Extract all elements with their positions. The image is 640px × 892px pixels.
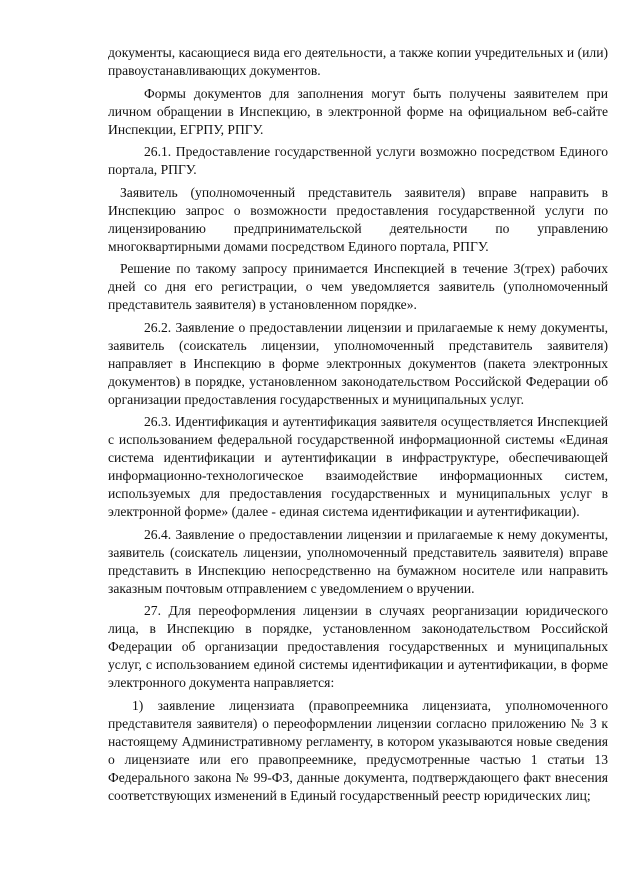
paragraph-26-2: 26.2. Заявление о предоставлении лицензии и прилагаемые к нему документы, заявитель (соискатель лицензии, уполномоченный представитель заявителя) направляет в Инспекцию в форме электронных документов (пакета электронных документов) в порядке, установленном законодательством Российской Федерации об организации предоставления государственных и муниципальных услуг. — [108, 319, 608, 407]
paragraph-27: 27. Для переоформления лицензии в случаях реорганизации юридического лица, в Инспекцию в порядке, установленном законодательством Российской Федерации об организации предоставления государственных и муниципальных услуг, с использованием единой системы идентификации и аутентификации, в форме электронного документа направляется: — [108, 603, 608, 690]
paragraph-26-1: 26.1. Предоставление государственной услуги возможно посредством Единого портала, РПГУ. — [108, 144, 608, 177]
paragraph-documents-continuation: документы, касающиеся вида его деятельности, а также копии учредительных и (или) правоустанавливающих документов. — [108, 45, 608, 78]
paragraph-forms: Формы документов для заполнения могут быть получены заявителем при личном обращении в Инспекцию, в электронной форме на официальном веб-сайте Инспекции, ЕГРПУ, РПГУ. — [108, 85, 608, 137]
paragraph-26-4: 26.4. Заявление о предоставлении лицензии и прилагаемые к нему документы, заявитель (соискатель лицензии, уполномоченный представитель заявителя) вправе представить в Инспекцию непосредственно на бумажном носителе или направить заказным почтовым отправлением с уведомлением о вручении. — [108, 526, 608, 596]
paragraph-27-item-1: 1) заявление лицензиата (правопреемника лицензиата, уполномоченного представителя заявителя) о переоформлении лицензии согласно приложению № 3 к настоящему Административному регламенту, в котором указываются новые сведения о лицензиате или его правопреемнике, предусмотренные частью 1 статьи 13 Федерального закона № 99-ФЗ, данные документа, подтверждающего факт внесения соответствующих изменений в Единый государственный реестр юридических лиц; — [108, 697, 608, 803]
paragraph-26-3: 26.3. Идентификация и аутентификация заявителя осуществляется Инспекцией с использованием федеральной государственной информационной системы «Единая система идентификации и аутентификации в инфраструктуре, обеспечивающей информационно-технологическое взаимодействие информационных систем, используемых для предоставления государственных и муниципальных услуг в электронной форме» (далее - единая система идентификации и аутентификации). — [108, 414, 608, 519]
paragraph-applicant-request: Заявитель (уполномоченный представитель заявителя) вправе направить в Инспекцию запрос о возможности предоставления государственной услуги по лицензированию предпринимательской деятельности по управлению многоквартирными домами посредством Единого портала, РПГУ. — [108, 184, 608, 254]
paragraph-decision: Решение по такому запросу принимается Инспекцией в течение 3(трех) рабочих дней со дня его регистрации, о чем уведомляется заявитель (уполномоченный представитель заявителя) в установленном порядке». — [108, 261, 608, 312]
document-body — [108, 44, 608, 805]
